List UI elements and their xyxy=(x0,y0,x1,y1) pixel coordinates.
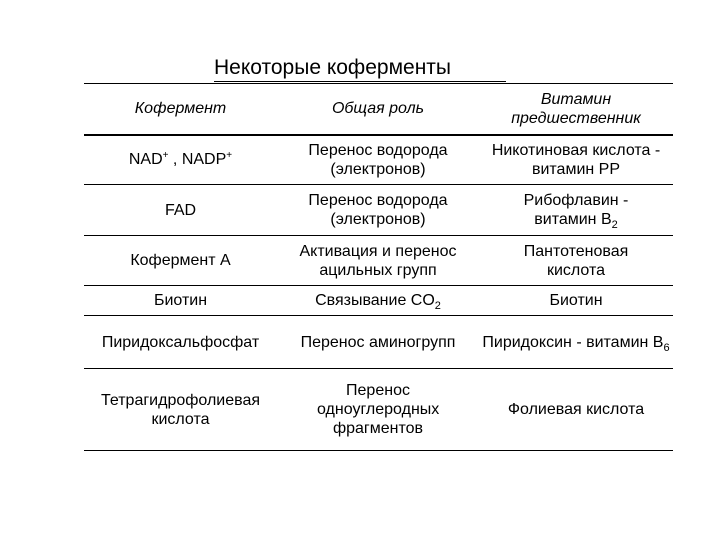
table-row xyxy=(84,185,673,236)
cell-vitamin: Никотиновая кислота - витамин PP xyxy=(479,135,673,185)
header-vitamin: Витамин предшественник xyxy=(479,84,673,135)
cell-coenzyme: Пиридоксальфосфат xyxy=(84,316,277,369)
table-row xyxy=(84,236,673,286)
cell-vitamin: Биотин xyxy=(479,286,673,316)
cell-role: Перенос одноуглеродных фрагментов xyxy=(277,369,479,451)
table-row xyxy=(84,316,673,369)
cell-vitamin: Рибофлавин - витамин $B_2$ xyxy=(479,185,673,236)
header-role: Общая роль xyxy=(277,84,479,135)
cell-role: Перенос водорода (электронов) xyxy=(277,185,479,236)
table-title: Некоторые коферменты xyxy=(214,56,451,79)
table-row xyxy=(84,135,673,185)
table-header-row xyxy=(84,84,673,135)
cell-role: Связывание $CO_2$ xyxy=(277,286,479,316)
cell-coenzyme: Тетрагидрофолиевая кислота xyxy=(84,369,277,451)
cell-coenzyme: Кофермент А xyxy=(84,236,277,286)
cell-role: Перенос аминогрупп xyxy=(277,316,479,369)
cell-vitamin: Пиридоксин - витамин $B_6$ xyxy=(479,316,673,369)
coenzymes-table xyxy=(84,83,673,451)
cell-coenzyme: NAD+ , NADP+ xyxy=(84,135,277,185)
cell-role: Активация и перенос ацильных групп xyxy=(277,236,479,286)
cell-role: Перенос водорода (электронов) xyxy=(277,135,479,185)
header-coenzyme: Кофермент xyxy=(84,84,277,135)
table-row xyxy=(84,286,673,316)
table-row xyxy=(84,369,673,451)
cell-vitamin: Пантотеновая кислота xyxy=(479,236,673,286)
title-underline xyxy=(214,81,506,82)
cell-vitamin: Фолиевая кислота xyxy=(479,369,673,451)
cell-coenzyme: FAD xyxy=(84,185,277,236)
cell-coenzyme: Биотин xyxy=(84,286,277,316)
